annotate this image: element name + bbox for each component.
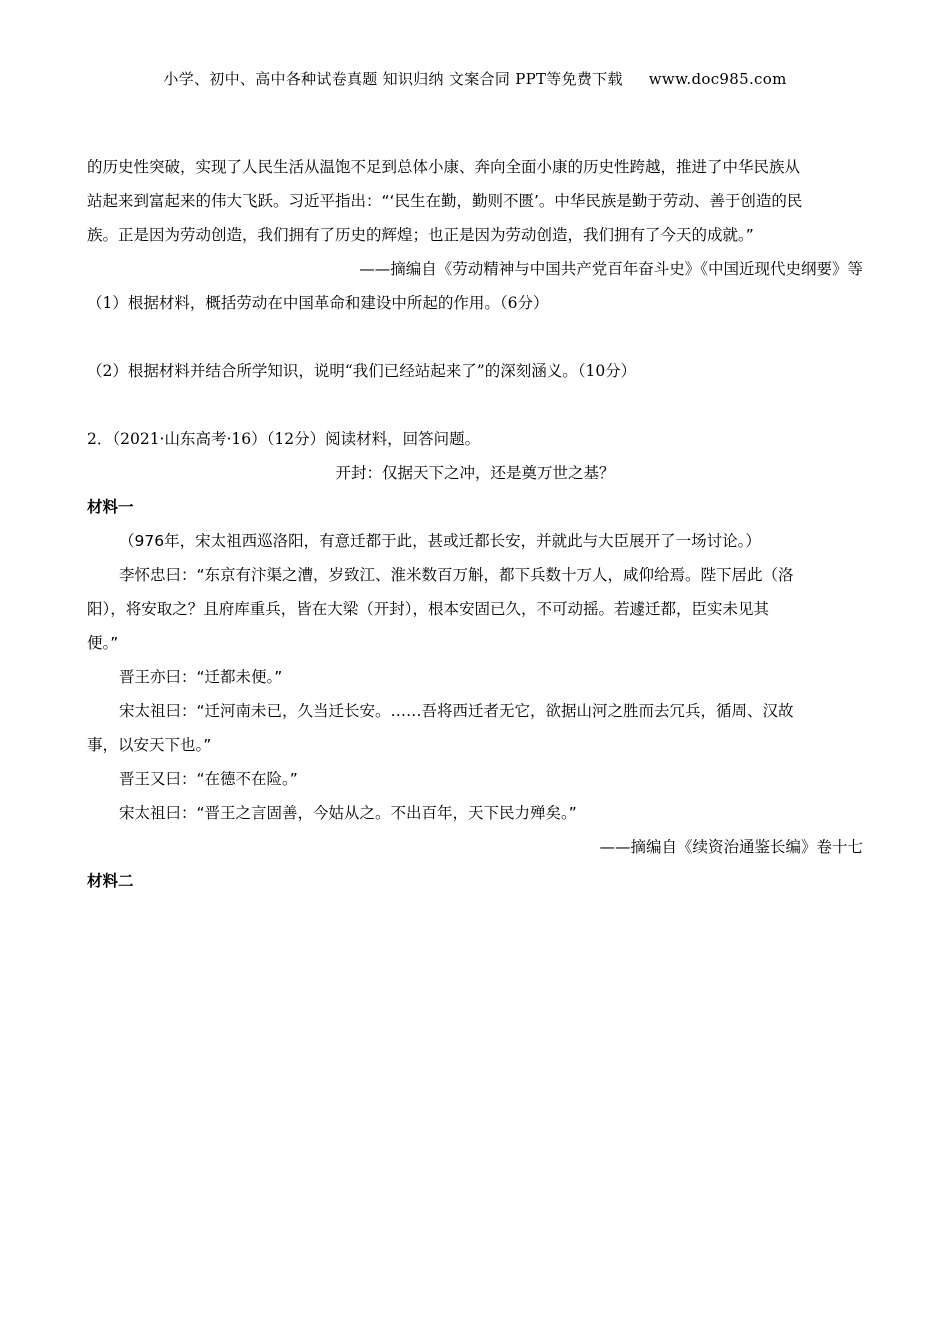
m1-paragraph-3: 晋王亦曰：“迁都未便。” [119,668,283,686]
q1-material-line-1: 的历史性突破，实现了人民生活从温饱不足到总体小康、奔向全面小康的历史性跨越，推进了中华民族从 [87,158,801,176]
page-header [0,68,950,89]
header-site-link[interactable]: www.doc985.com [648,70,787,88]
q2-intro: 2．（2021·山东高考·16）（12分）阅读材料，回答问题。 [87,430,481,448]
m1-paragraph-4-line-1: 宋太祖曰：“迁河南未已，久当迁长安。……吾将西迁者无它，欲据山河之胜而去冗兵，循周、汉故 [119,702,794,720]
header-text: 小学、初中、高中各种试卷真题 知识归纳 文案合同 PPT等免费下载 [163,70,623,88]
q1-material-line-2: 站起来到富起来的伟大飞跃。习近平指出：“‘民生在勤，勤则不匮’。中华民族是勤于劳动、善于创造的民 [87,192,803,210]
q1-subquestion-2: （2）根据材料并结合所学知识，说明“我们已经站起来了”的深刻涵义。（10分） [87,362,637,380]
m1-paragraph-2-line-3: 便。” [87,634,119,652]
q1-material-line-3: 族。正是因为劳动创造，我们拥有了历史的辉煌；也正是因为劳动创造，我们拥有了今天的成就。” [87,226,754,244]
material-1-source: ——摘编自《续资治通鉴长编》卷十七 [599,838,863,856]
material-1-text [87,524,863,830]
q1-material-source: ——摘编自《劳动精神与中国共产党百年奋斗史》《中国近现代史纲要》等 [359,260,863,278]
m1-paragraph-6: 宋太祖曰：“晋王之言固善，今姑从之。不出百年，天下民力殚矣。” [119,804,577,822]
m1-paragraph-2-line-2: 阳），将安取之？且府库重兵，皆在大梁（开封），根本安固已久，不可动摇。若遽迁都，臣实未见其 [87,600,770,618]
m1-paragraph-4-line-2: 事，以安天下也。” [87,736,212,754]
material-2-label: 材料二 [87,871,134,890]
q1-material [87,150,863,252]
m1-paragraph-2-line-1: 李怀忠曰：“东京有汴渠之漕，岁致江、淮米数百万斛，都下兵数十万人，咸仰给焉。陛下居此（洛 [119,566,794,584]
m1-paragraph-1: （976年，宋太祖西巡洛阳，有意迁都于此，甚或迁都长安，并就此与大臣展开了一场讨论。） [119,532,761,550]
m1-paragraph-5: 晋王又曰：“在德不在险。” [119,770,298,788]
q1-subquestion-1: （1）根据材料，概括劳动在中国革命和建设中所起的作用。（6分） [87,294,549,312]
document-body [87,150,863,898]
q2-title: 开封：仅据天下之冲，还是奠万世之基？ [335,464,615,482]
material-1-label: 材料一 [87,497,134,516]
